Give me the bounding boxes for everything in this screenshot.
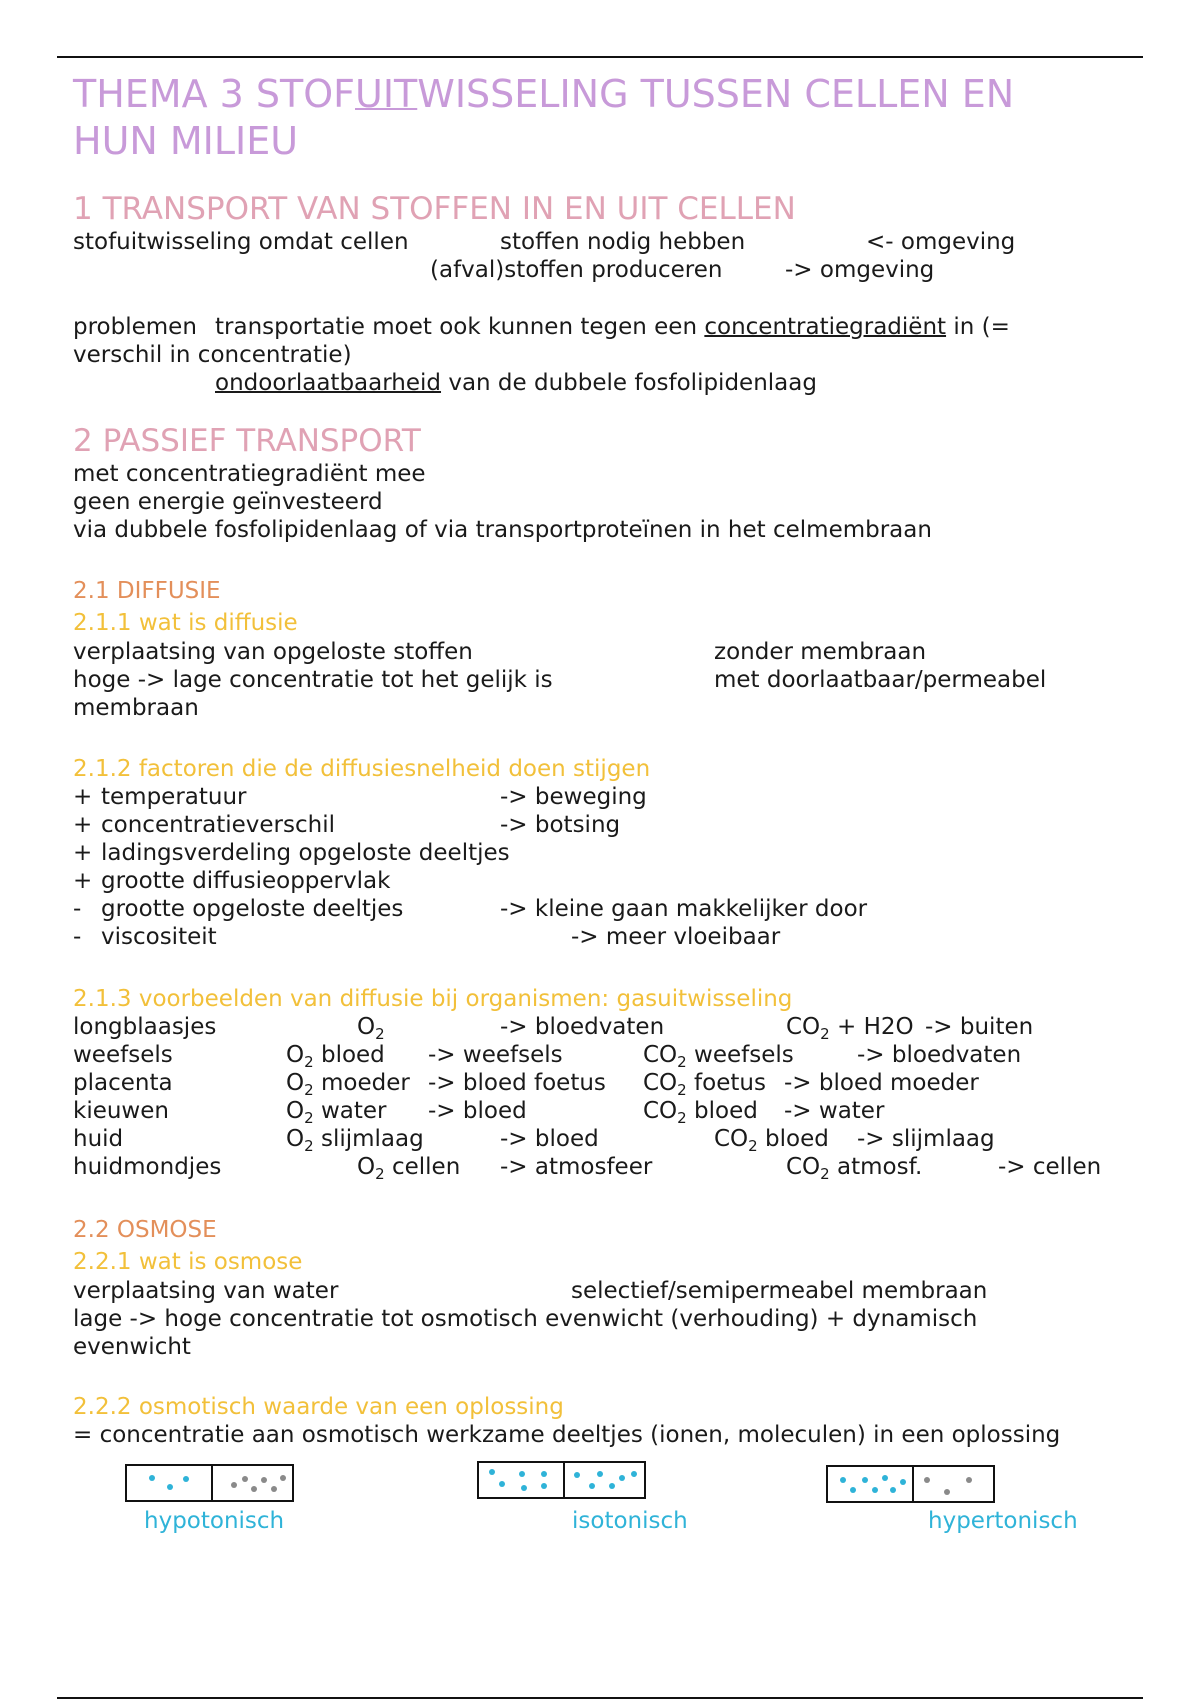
gas-organ: longblaasjes <box>73 1014 217 1040</box>
text: membraan <box>73 695 199 721</box>
text: -> omgeving <box>785 257 935 283</box>
hypotonic-label: hypotonisch <box>144 1508 285 1534</box>
gas-o2: $O_2$ cellen <box>357 1154 461 1183</box>
text: (afval)stoffen produceren <box>430 257 723 283</box>
gas-organ: huid <box>73 1126 124 1152</box>
gas-o2-arrow: -> bloedvaten <box>500 1014 665 1040</box>
subsubsection-heading: 2.2.1 wat is osmose <box>73 1249 303 1275</box>
gas-co2-arrow: -> water <box>784 1098 885 1124</box>
factor-sign: + <box>73 784 93 810</box>
subsubsection-heading: 2.1.2 factoren die de diffusiesnelheid doen stijgen <box>73 756 651 782</box>
gas-co2: $CO_2 + H2O$ <box>786 1014 914 1043</box>
subsection-heading-osmose: 2.2 OSMOSE <box>73 1217 217 1243</box>
text: = concentratie aan osmotisch werkzame deeltjes (ionen, moleculen) in een oplossing <box>73 1422 1061 1448</box>
isotonic-diagram <box>477 1461 646 1499</box>
gas-organ: placenta <box>73 1070 173 1096</box>
subsubsection-heading: 2.2.2 osmotisch waarde van een oplossing <box>73 1394 564 1420</box>
text: <- omgeving <box>866 229 1016 255</box>
factor-text: concentratieverschil <box>101 812 335 838</box>
top-rule <box>57 56 1143 58</box>
isotonic-label: isotonisch <box>572 1508 688 1534</box>
factor-text: ladingsverdeling opgeloste deeltjes <box>101 840 510 866</box>
text: met concentratiegradiënt mee <box>73 461 426 487</box>
factor-sign: + <box>73 840 93 866</box>
factor-text: grootte diffusieoppervlak <box>101 868 391 894</box>
gas-co2-arrow: -> slijmlaag <box>857 1126 995 1152</box>
gas-o2-arrow: -> bloed <box>428 1098 527 1124</box>
gas-o2-arrow: -> atmosfeer <box>500 1154 653 1180</box>
gas-o2: $O_2$ <box>357 1014 385 1043</box>
text: verschil in concentratie) <box>73 342 352 368</box>
text: hoge -> lage concentratie tot het gelijk is <box>73 667 553 693</box>
gas-co2-arrow: -> buiten <box>925 1014 1034 1040</box>
gas-co2-arrow: -> cellen <box>998 1154 1102 1180</box>
gas-co2: $CO_2$ foetus <box>643 1070 766 1099</box>
gas-o2: $O_2$ slijmlaag <box>286 1126 424 1155</box>
factor-sign: - <box>73 924 82 950</box>
gas-o2: $O_2$ water <box>286 1098 387 1127</box>
text: selectief/semipermeabel membraan <box>571 1278 988 1304</box>
page-title: THEMA 3 STOFUITWISSELING TUSSEN CELLEN EN <box>73 72 1015 116</box>
factor-note: -> kleine gaan makkelijker door <box>500 896 868 922</box>
text: lage -> hoge concentratie tot osmotisch evenwicht (verhouding) + dynamisch <box>73 1306 978 1332</box>
gas-organ: kieuwen <box>73 1098 169 1124</box>
text: stofuitwisseling omdat cellen <box>73 229 409 255</box>
gas-co2-arrow: -> bloed moeder <box>784 1070 979 1096</box>
text: ondoorlaatbaarheid van de dubbele fosfolipidenlaag <box>215 370 817 396</box>
gas-co2: $CO_2$ weefsels <box>643 1042 794 1071</box>
page-title-line2: HUN MILIEU <box>73 119 299 163</box>
subsubsection-heading: 2.1.1 wat is diffusie <box>73 610 298 636</box>
gas-co2-arrow: -> bloedvaten <box>857 1042 1022 1068</box>
section-heading-2: 2 PASSIEF TRANSPORT <box>73 423 421 459</box>
gas-o2-arrow: -> bloed foetus <box>428 1070 606 1096</box>
text: verplaatsing van water <box>73 1278 339 1304</box>
gas-o2: $O_2$ bloed <box>286 1042 385 1071</box>
text: verplaatsing van opgeloste stoffen <box>73 639 473 665</box>
text: zonder membraan <box>714 639 927 665</box>
factor-note: -> beweging <box>500 784 647 810</box>
factor-note: -> meer vloeibaar <box>571 924 781 950</box>
factor-text: viscositeit <box>101 924 217 950</box>
factor-sign: + <box>73 812 93 838</box>
gas-o2-arrow: -> bloed <box>500 1126 599 1152</box>
hypertonic-diagram <box>826 1465 995 1503</box>
subsection-heading-diffusie: 2.1 DIFFUSIE <box>73 578 221 604</box>
factor-sign: + <box>73 868 93 894</box>
gas-o2-arrow: -> weefsels <box>428 1042 563 1068</box>
text: problemen <box>73 314 197 340</box>
factor-text: grootte opgeloste deeltjes <box>101 896 404 922</box>
factor-note: -> botsing <box>500 812 621 838</box>
text: met doorlaatbaar/permeabel <box>714 667 1047 693</box>
subsubsection-heading: 2.1.3 voorbeelden van diffusie bij organismen: gasuitwisseling <box>73 986 793 1012</box>
text: geen energie geïnvesteerd <box>73 489 383 515</box>
text: evenwicht <box>73 1334 191 1360</box>
hypertonic-label: hypertonisch <box>928 1508 1078 1534</box>
text: transportatie moet ook kunnen tegen een concentratiegradiënt in (= <box>215 314 1010 340</box>
section-heading-1: 1 TRANSPORT VAN STOFFEN IN EN UIT CELLEN <box>73 191 796 227</box>
text: stoffen nodig hebben <box>500 229 746 255</box>
gas-co2: $CO_2$ bloed <box>643 1098 758 1127</box>
text: via dubbele fosfolipidenlaag of via transportproteïnen in het celmembraan <box>73 517 932 543</box>
gas-o2: $O_2$ moeder <box>286 1070 410 1099</box>
factor-text: temperatuur <box>101 784 247 810</box>
factor-sign: - <box>73 896 82 922</box>
bottom-rule <box>57 1697 1143 1699</box>
gas-organ: weefsels <box>73 1042 173 1068</box>
hypotonic-diagram <box>125 1464 294 1502</box>
gas-co2: $CO_2$ bloed <box>714 1126 829 1155</box>
gas-co2: $CO_2$ atmosf. <box>786 1154 923 1183</box>
gas-organ: huidmondjes <box>73 1154 222 1180</box>
